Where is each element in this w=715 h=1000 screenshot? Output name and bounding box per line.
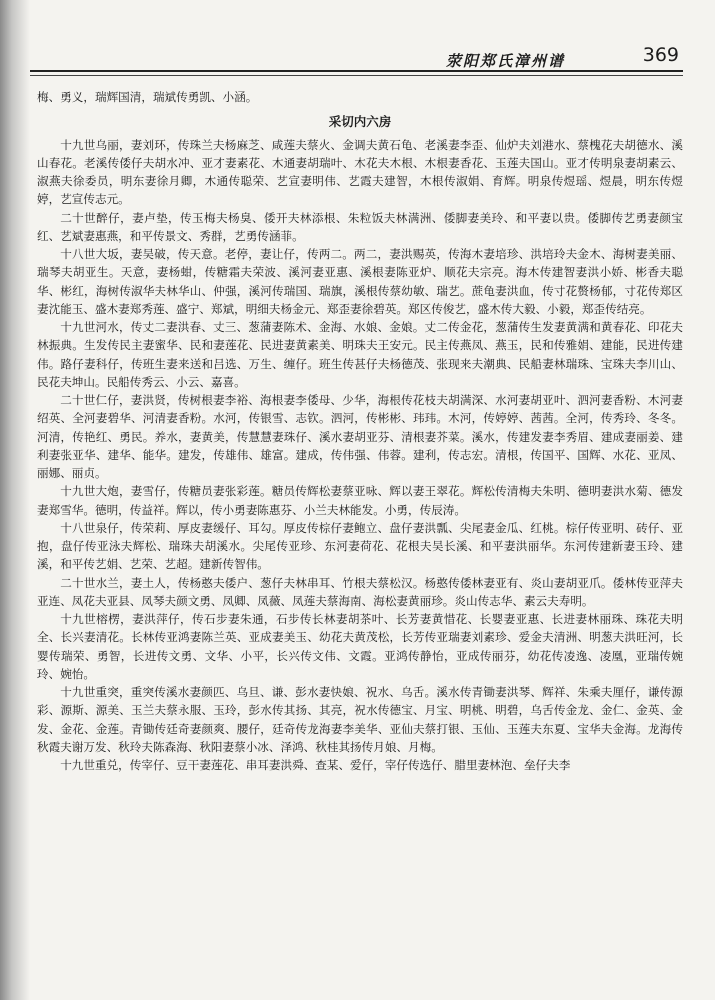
paragraph: 十九世河水，传丈二妻洪春、丈三、葱蒲妻陈术、金海、水娘、金娘。丈二传金花，葱蒲传生发妻黄满和黄春花、印花夫林振典。生发传民主妻蜜华、民和妻莲花、民进妻黄素美、明珠夫王安元。民主传燕凤、燕玉，民和传雅娟、建能，民进传建伟。路仔妻科仔，传班生妻来送和吕选、万生、缠仔。班生传甚仔夫杨德茂、张现来夫潮典、民船妻林瑞珠、宝珠夫李川山、民花夫坤山。民船传秀云、小云、嘉喜。 <box>37 320 683 389</box>
scan-shadow <box>0 0 30 1000</box>
page-number: 369 <box>642 44 679 66</box>
paragraph: 十九世重突，重突传溪水妻颜匹、乌旦、谦、彭水妻快娘、祝水、乌舌。溪水传青锄妻洪琴、辉祥、朱乘夫厘仔，谦传源彩、源斯、源美、玉兰夫蔡永服、玉玲，彭水传其扬、其亮，祝水传德宝、月宝、明桃、明碧，乌舌传金龙、金仁、金英、金发、金花、金莲。青锄传廷奇妻颜爽、腰仔，廷奇传龙海妻李美华、亚仙夫蔡打银、玉仙、玉莲夫东夏、宝华夫金海。龙海传秋霞夫谢万发、秋玲夫陈森海、秋阳妻蔡小冰、泽鸿、秋桂其扬传月娘、月梅。 <box>37 685 683 754</box>
paragraph: 十九世大炮，妻雪仔，传糖员妻张彩莲。糖员传辉松妻蔡亚咏、辉以妻王翠花。辉松传清梅夫朱明、德明妻洪水菊、德发妻郑雪华。德明，传益祥。辉以，传小勇妻陈惠芬、小兰夫林能发。小勇，传辰涛。 <box>37 484 683 517</box>
paragraph: 十八世泉仔，传荣莉、厚皮妻缓仔、耳勾。厚皮传棕仔妻鲍立、盘仔妻洪瓢、尖尾妻金瓜、红桃。棕仔传亚明、砖仔、亚抱，盘仔传亚泳夫辉松、瑞珠夫胡溪水。尖尾传亚珍、东河妻荷花、花根夫吴长溪、和平妻洪丽华。东河传建新妻玉玲、建溪，和平传艺娟、艺荣、艺超。建新传智伟。 <box>37 520 683 572</box>
paragraph: 二十世水兰，妻土人，传杨憨夫倭户、葱仔夫林串耳、竹根夫蔡松汉。杨憨传倭林妻亚有、炎山妻胡亚爪。倭林传亚萍夫亚连、凤花夫亚县、凤琴夫颜文勇、凤卿、凤薇、凤莲夫蔡海南、海松妻黄丽珍。炎山传志华、素云夫寿明。 <box>37 575 683 608</box>
paragraph: 二十世醉仔，妻卢垫，传玉梅夫杨臭、倭开夫林添根、朱粒饭夫林满洲、倭脚妻美玲、和平妻以贵。倭脚传艺勇妻颜宝红、艺斌妻惠燕，和平传景文、秀群，艺勇传涵菲。 <box>37 210 683 243</box>
paragraph: 十八世大坂，妻吴破，传天意。老停，妻让仔，传两二。两二，妻洪赐英，传海木妻培珍、洪培玲夫金木、海树妻美丽、瑞琴夫胡亚生。天意，妻杨蚶，传糖霜夫荣波、溪河妻亚惠、溪根妻陈亚炉、顺花夫宗亮。海木传建智妻洪小娇、彬香夫聪华、彬红，海树传淑华夫林华山、仲强，溪河传瑞国、瑞旗，溪根传蔡幼敏、瑞艺。蔗龟妻洪血，传寸花赘杨郁，寸花传郑区妻沈能玉、盛木妻郑秀莲、盛宁、郑斌，明细夫杨金元、郑歪妻徐碧英。郑区传俊艺，盛木传大毅、小毅，郑歪传结亮。 <box>37 247 683 316</box>
lead-text: 梅、勇义，瑞辉国清，瑞斌传勇凯、小涵。 <box>37 90 258 104</box>
page-header <box>438 40 683 68</box>
header-title: 荥阳郑氏漳州谱 <box>446 52 566 70</box>
paragraph: 十九世重兑，传宰仔、豆干妻莲花、串耳妻洪舜、查某、爱仔，宰仔传选仔、腊里妻林泡、垒仔夫李 <box>60 758 571 772</box>
paragraph: 二十世仁仔，妻洪贤，传树根妻李裕、海根妻李倭母、少华，海根传花枝夫胡满深、水河妻胡亚叶、泗河妻香粉、木河妻绍英、全河妻碧华、河清妻香粉。水河，传银雪、志钦。泗河，传彬彬、玮玮。木河，传婷婷、茜茜。全河，传秀玲、冬冬。河清，传艳红、勇民。养水，妻黄美，传慧慧妻珠仔、溪水妻胡亚芬、清根妻芥菜。溪水，传建发妻李秀眉、建成妻丽姜、建利妻张亚华、建华、能华。建发，传雄伟、雄富。建成，传伟强、伟蓉。建利，传志宏。清根，传国平、国辉、水花、亚凤、丽娜、丽贞。 <box>37 393 683 480</box>
section-title: 采切内六房 <box>328 114 392 130</box>
header-rule-thin <box>30 75 683 76</box>
paragraph: 十九世榕楞，妻洪萍仔，传石步妻朱通，石步传长林妻胡茶叶、长芳妻黄惜花、长婴妻亚惠、长进妻林丽珠、珠花夫明全、长兴妻清花。长林传亚鸿妻陈兰英、亚成妻美玉、幼花夫黄茂松，长芳传亚瑞妻刘素珍、爱金夫清洲、明葱夫洪旺河，长婴传瑞荣、勇智，长进传文勇、文华、小平，长兴传文伟、文霞。亚鸿传静怡，亚成传丽芬，幼花传凌逸、凌凰，亚瑞传婉玲、婉怡。 <box>37 612 683 681</box>
header-rule-thick <box>30 70 683 72</box>
paragraph: 十九世乌丽，妻刘环，传珠兰夫杨麻芝、咸莲夫蔡火、金调夫黄石龟、老溪妻李歪、仙炉夫刘港水、蔡槐花夫胡德水、溪山春花。老溪传倭仔夫胡水冲、亚才妻素花、木通妻胡瑞叶、木花夫木根、木根妻香花、玉莲夫国山。亚才传明泉妻胡素云、淑燕夫徐委员，明东妻徐月卿，木通传聪荣、艺宣妻明伟、艺霞夫建智，木根传淑娟、育辉。明泉传煜瑶、煜晨，明东传煜婷，艺宣传志元。 <box>37 137 683 207</box>
body-text <box>37 88 683 774</box>
